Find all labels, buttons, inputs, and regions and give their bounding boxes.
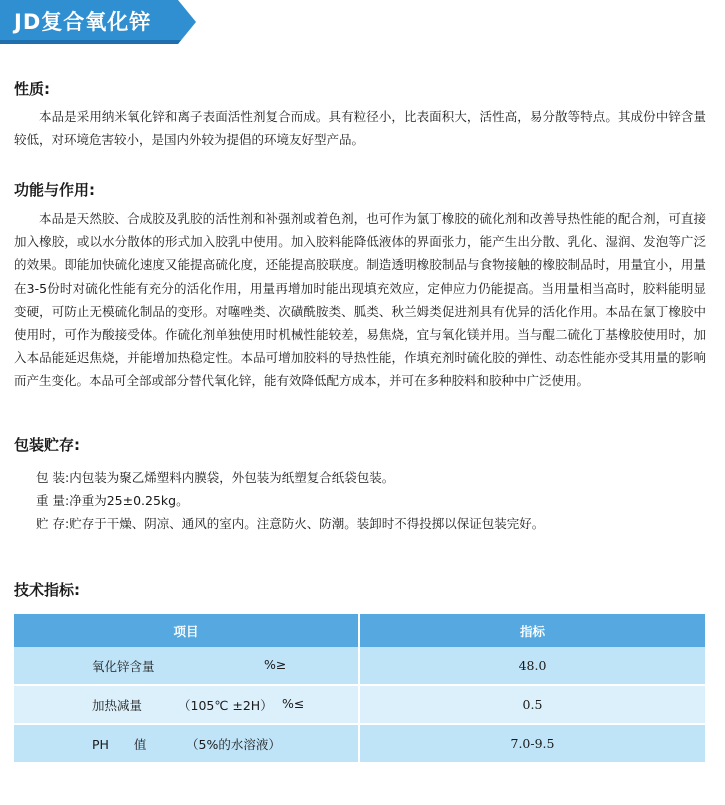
properties-heading: 性质: [14,80,50,98]
table-row [14,685,705,724]
packaging-value: 内包装为聚乙烯塑料内膜袋，外包装为纸塑复合纸袋包装。 [69,470,395,485]
packaging-line-storage [36,514,544,534]
spec-item-name: PH 值 [92,737,147,752]
weight-value: 净重为25±0.25kg。 [69,493,189,508]
title-band [0,0,200,44]
spec-table-header [14,614,705,647]
spec-item-unit: %≤ [282,696,305,711]
spec-item-cell [14,685,359,724]
weight-label: 重 量: [36,493,70,508]
properties-text: 本品是采用纳米氧化锌和离子表面活性剂复合而成。具有粒径小，比表面积大，活性高，易分散等特点。其成份中锌含量较低，对环境危害较小，是国内外较为提倡的环境友好型产品。 [14,109,706,148]
packaging-heading: 包装贮存: [14,436,80,454]
spec-value: 7.0-9.5 [359,724,705,762]
column-header-item: 项目 [14,614,359,647]
spec-item-unit: %≥ [264,657,287,672]
page-title: JD复合氧化锌 [14,10,152,34]
packaging-line-package [36,468,394,488]
spec-item-cell [14,724,359,762]
table-row [14,647,705,685]
specs-heading: 技术指标: [14,581,80,599]
storage-value: 贮存于干燥、阴凉、通风的室内。注意防火、防潮。装卸时不得投掷以保证包装完好。 [69,516,545,531]
spec-item-name: 氧化锌含量 [92,659,155,674]
spec-item-condition: （5%的水溶液） [186,737,281,752]
spec-item-condition: （105℃ ±2H） [178,698,273,713]
table-row [14,724,705,762]
column-header-value: 指标 [359,614,705,647]
spec-item-cell [14,647,359,685]
packaging-label: 包 装: [36,470,70,485]
function-text: 本品是天然胶、合成胶及乳胶的活性剂和补强剂或着色剂，也可作为氯丁橡胶的硫化剂和改善导热性能的配合剂，可直接加入橡胶，或以水分散体的形式加入胶乳中使用。加入胶料能降低液体的界面张力，能产生出分散、乳化、湿润、发泡等广泛的效果。即能加快硫化速度又能提高硫化度，还能提高胶联度。制造透明橡胶制品与食物接触的橡胶制品时，用量宜小，用量在3-5份时对硫化性能有充分的活化作用，用量再增加时能出现填充效应，定伸应力仍能提高。当用量相当高时，胶料能明显变硬，可防止无模硫化制品的变形。对噻唑类、次磺酰胺类、胍类、秋兰姆类促进剂具有优异的活化作用。本品在氯丁橡胶中使用时，可作为酸接受体。作硫化剂单独使用时机械性能较差，易焦烧，宜与氧化镁并用。当与醌二硫化丁基橡胶使用时，加入本品能延迟焦烧，并能增加热稳定性。本品可增加胶料的导热性能，作填充剂时硫化胶的弹性、动态性能亦受其用量的影响而产生变化。本品可全部或部分替代氧化锌，能有效降低配方成本，并可在多种胶料和胶种中广泛使用。 [14,211,706,389]
spec-item-name: 加热减量 [92,698,143,713]
storage-label: 贮 存: [36,516,70,531]
packaging-line-weight [36,491,189,511]
spec-value: 0.5 [359,685,705,724]
function-heading: 功能与作用: [14,181,95,199]
spec-value: 48.0 [359,647,705,685]
spec-table [14,614,705,762]
